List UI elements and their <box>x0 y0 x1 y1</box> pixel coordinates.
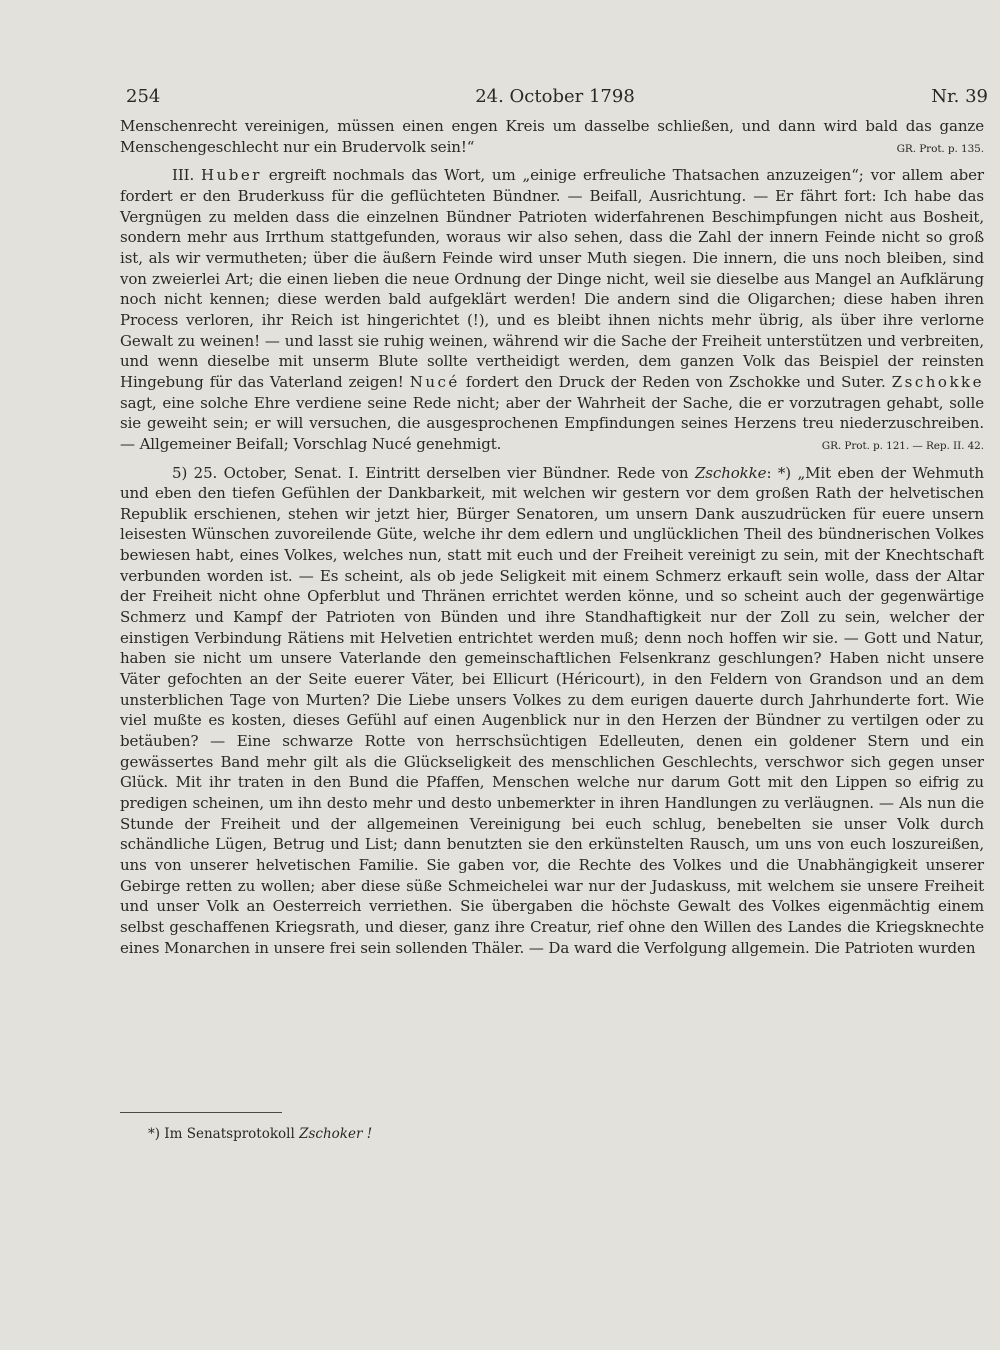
page-date: 24. October 1798 <box>475 86 635 107</box>
paragraph-text: ergreift nochmals das Wort, um „einige erfreuliche Thatsachen anzuzeigen“; vor allem aber fordert er den Bruderkuss für die geflüchteten Bündner. — Beifall, Ausrichtung. — Er fährt fort: Ich habe das Vergnügen zu melden dass die einzelnen Bündner Patrioten widerfahrenen Beschimpfungen nicht aus Bosheit, sondern mehr aus Irrthum stattgefunden, woraus wir also sehen, dass die Zahl der innern Feinde nicht so groß ist, als wir vermutheten; über die äußern Feinde wird unser Muth siegen. Die innern, die uns noch bleiben, sind von zweierlei Art; die einen lieben die neue Ordnung der Dinge nicht, weil sie dieselbe aus Mangel an Aufklärung noch nicht kennen; diese werden bald aufgeklärt werden! Die andern sind die Oligarchen; diese haben ihren Process verloren, ihr Reich ist hingerichtet (!), und es bleibt ihnen nichts mehr übrig, als über ihre verlorne Gewalt zu weinen! — und lasst sie ruhig weinen, während wir die Sache der Freiheit unterstützen und verbreiten, und wenn dieselbe mit unserm Blute sollte vertheidigt werden, dem ganzen Volk das Beispiel der reinsten Hingebung für das Vaterland zeigen! <box>120 166 985 391</box>
paragraph-text: : *) „Mit eben der Wehmuth und eben den tiefen Gefühlen der Dankbarkeit, mit welchen wir gestern vor dem großen Rath der helvetischen Republik erschienen, stehen wir jetzt hier, Bürger Senatoren, um unsern Dank auszudrücken für euere unsern leisesten Wünschen zuvoreilende Güte, welche ihr dem edlern und unglücklichen Theil des bündnerischen Volkes bewiesen habt, eines Volkes, welches nun, statt mit euch und der Freiheit vereinigt zu sein, mit der Knechtschaft verbunden worden ist. — Es scheint, als ob jede Seligkeit mit einem Schmerz erkauft sein wolle, dass der Altar der Freiheit nicht ohne Opferblut und Thränen errichtet werden könne, und so scheint auch der gegenwärtige Schmerz und Kampf der Patrioten von Bünden und ihre Standhaftigkeit nur der Zoll zu sein, welcher der einstigen Verbindung Rätiens mit Helvetien entrichtet werden muß; denn noch hoffen wir sie. — Gott und Natur, haben sie nicht um unsere Vaterlande den gemeinschaftlichen Felsenkranz geschlungen? Haben nicht unsere Väter gefochten an der Seite euerer Väter, bei Ellicurt (Héricourt), in den Feldern von Grandson und an dem unsterblichen Tage von Murten? Die Liebe unsers Volkes zu dem eurigen dauerte durch Jahrhunderte fort. Wie viel mußte es kosten, dieses Gefühl auf einen Augenblick nur in den Herzen der Bündner zu vertilgen oder zu betäuben? — Eine schwarze Rotte von herrschsüchtigen Edelleuten, denen ein goldener Stern und ein gewässertes Band mehr gilt als die Glückseligkeit des menschlichen Geschlechts, verschwor sich gegen unser Glück. Mit ihr traten in den Bund die Pfaffen, Menschen welche nur darum Gott mit den Lippen so eifrig zu predigen scheinen, um ihn desto mehr und desto unbemerkter in ihren Handlungen zu verläugnen. — Als nun die Stunde der Freiheit und der allgemeinen Vereinigung bei euch schlug, benebelten sie unser Volk durch schändliche Lügen, Betrug und List; dann benutzten sie den erkünstelten Rausch, um uns von euch loszureißen, uns von unserer helvetischen Familie. Sie gaben vor, die Rechte des Volkes und die Unabhängigkeit unserer Gebirge retten zu wollen; aber diese süße Schmeichelei war nur der Judaskuss, mit welchem sie unsere Freiheit und unser Volk an Oesterreich verriethen. Sie übergaben die höchste Gewalt des Volkes eigenmächtig einem selbst geschaffenen Kriegsrath, und dieser, ganz ihre Creatur, rief ohne den Willen des Landes die Kriegsknechte eines Monarchen in unsere frei sein sollenden Thäler. — Da ward die Verfolgung allgemein. Die Patrioten wurden <box>120 463 984 957</box>
page-header <box>122 86 988 112</box>
source-reference: GR. Prot. p. 121. — Rep. II. 42. <box>821 439 984 452</box>
footnote <box>148 1126 372 1142</box>
footnote-text: *) Im Senatsprotokoll <box>148 1126 295 1142</box>
paragraph-senate-speech <box>120 463 984 959</box>
page-body <box>120 116 984 958</box>
footnote-name: Zschoker ! <box>299 1126 373 1142</box>
footnote-rule <box>120 1112 282 1113</box>
speaker-name: Nucé <box>409 372 460 391</box>
document-number: Nr. 39 <box>931 86 988 107</box>
paragraph-lead: 5) 25. October, Senat. I. Eintritt derselben vier Bündner. Rede von <box>172 463 689 482</box>
section-numeral: III. <box>172 166 195 185</box>
page-number: 254 <box>126 86 161 107</box>
paragraph-text: sagt, eine solche Ehre verdiene seine Rede nicht; aber der Wahrheit der Sache, die er vorzutragen gehabt, solle sie geweiht sein; er will versuchen, die ausgesprochenen Empfindungen seines Herzens treu niederzuschreiben. — Allgemeiner Beifall; Vorschlag Nucé genehmigt. <box>120 393 984 453</box>
paragraph-text: fordert den Druck der Reden von Zschokke und Suter. <box>465 372 886 391</box>
source-reference: GR. Prot. p. 135. <box>896 142 984 155</box>
paragraph-session-III <box>120 165 984 454</box>
speaker-name: Zschokke <box>694 463 767 482</box>
paragraph-continuation <box>120 116 984 157</box>
speaker-name: Huber <box>201 166 262 185</box>
paragraph-text: Menschenrecht vereinigen, müssen einen engen Kreis um dasselbe schließen, und dann wird bald das ganze Menschengeschlecht nur ein Brudervolk sein!“ <box>120 117 984 156</box>
speaker-name: Zschokke <box>891 372 985 391</box>
